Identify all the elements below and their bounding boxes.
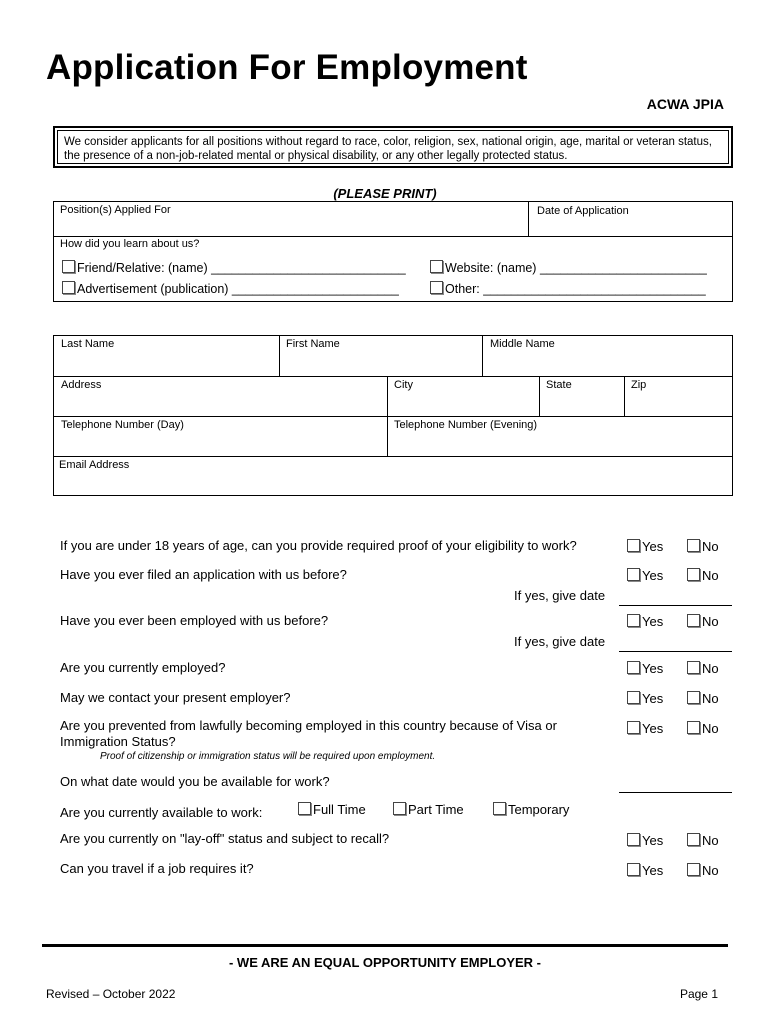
checkbox[interactable] bbox=[627, 614, 640, 627]
email-field[interactable]: Email Address bbox=[59, 459, 130, 471]
yes-option[interactable] bbox=[627, 539, 663, 554]
question-under-18: If you are under 18 years of age, can you provide required proof of your eligibility to work? bbox=[60, 538, 577, 553]
no-option[interactable] bbox=[687, 614, 719, 629]
yes-label: Yes bbox=[642, 568, 664, 583]
website-label: Website: (name) ________________________ bbox=[445, 261, 707, 275]
checkbox[interactable] bbox=[430, 281, 443, 294]
yes-label: Yes bbox=[642, 539, 664, 554]
no-option[interactable] bbox=[687, 539, 719, 554]
if-yes-date-label: If yes, give date bbox=[514, 634, 606, 649]
divider bbox=[528, 202, 529, 236]
yes-option[interactable] bbox=[627, 863, 663, 878]
phone-evening-field[interactable]: Telephone Number (Evening) bbox=[394, 419, 538, 431]
yes-option[interactable] bbox=[627, 614, 663, 629]
question-currently-employed: Are you currently employed? bbox=[60, 660, 226, 675]
last-name-field[interactable]: Last Name bbox=[61, 338, 115, 350]
website-option[interactable] bbox=[430, 260, 707, 275]
no-option[interactable] bbox=[687, 691, 719, 706]
checkbox[interactable] bbox=[393, 802, 406, 815]
yes-label: Yes bbox=[642, 614, 664, 629]
divider bbox=[279, 336, 280, 376]
part-time-option[interactable] bbox=[393, 802, 464, 817]
yes-option[interactable] bbox=[627, 691, 663, 706]
checkbox[interactable] bbox=[687, 539, 700, 552]
yes-label: Yes bbox=[642, 691, 664, 706]
question-available-date: On what date would you be available for work? bbox=[60, 774, 330, 789]
no-label: No bbox=[702, 691, 719, 706]
date-line[interactable] bbox=[619, 651, 732, 652]
yes-label: Yes bbox=[642, 721, 664, 736]
divider bbox=[54, 416, 732, 417]
no-label: No bbox=[702, 614, 719, 629]
no-label: No bbox=[702, 539, 719, 554]
checkbox[interactable] bbox=[627, 833, 640, 846]
divider bbox=[624, 376, 625, 416]
question-layoff: Are you currently on "lay-off" status and subject to recall? bbox=[60, 831, 390, 846]
yes-label: Yes bbox=[642, 661, 664, 676]
no-option[interactable] bbox=[687, 568, 719, 583]
checkbox[interactable] bbox=[687, 661, 700, 674]
checkbox[interactable] bbox=[627, 539, 640, 552]
date-of-application-label: Date of Application bbox=[537, 205, 629, 217]
no-option[interactable] bbox=[687, 863, 719, 878]
checkbox[interactable] bbox=[627, 721, 640, 734]
part-time-label: Part Time bbox=[408, 802, 464, 817]
no-label: No bbox=[702, 568, 719, 583]
question-travel: Can you travel if a job requires it? bbox=[60, 861, 254, 876]
personal-info-section bbox=[53, 335, 733, 496]
checkbox[interactable] bbox=[687, 614, 700, 627]
friend-relative-option[interactable] bbox=[62, 260, 406, 275]
divider bbox=[482, 336, 483, 376]
no-option[interactable] bbox=[687, 661, 719, 676]
notice-text: We consider applicants for all positions without regard to race, color, religion, sex, national origin, age, marital or veteran status, the presence of a non-job-related mental or physical disability, or any other legally protected status. bbox=[57, 130, 729, 164]
city-field[interactable]: City bbox=[394, 379, 413, 391]
question-filed-before: Have you ever filed an application with us before? bbox=[60, 567, 347, 582]
temporary-option[interactable] bbox=[493, 802, 569, 817]
equal-opportunity-notice bbox=[53, 126, 733, 168]
equal-opportunity-footer: - WE ARE AN EQUAL OPPORTUNITY EMPLOYER - bbox=[228, 955, 542, 970]
middle-name-field[interactable]: Middle Name bbox=[490, 338, 555, 350]
yes-label: Yes bbox=[642, 863, 664, 878]
checkbox[interactable] bbox=[627, 661, 640, 674]
no-option[interactable] bbox=[687, 833, 719, 848]
divider bbox=[54, 236, 732, 237]
question-contact-employer: May we contact your present employer? bbox=[60, 690, 291, 705]
organization-name: ACWA JPIA bbox=[646, 96, 724, 112]
positions-applied-label: Position(s) Applied For bbox=[60, 204, 171, 216]
visa-note: Proof of citizenship or immigration status will be required upon employment. bbox=[100, 751, 436, 762]
no-label: No bbox=[702, 721, 719, 736]
yes-option[interactable] bbox=[627, 721, 663, 736]
question-employed-before: Have you ever been employed with us before? bbox=[60, 613, 329, 628]
page-title: Application For Employment bbox=[46, 48, 528, 87]
friend-relative-label: Friend/Relative: (name) ____________________________ bbox=[77, 261, 406, 275]
divider bbox=[54, 456, 732, 457]
divider bbox=[54, 376, 732, 377]
checkbox[interactable] bbox=[627, 691, 640, 704]
no-label: No bbox=[702, 661, 719, 676]
checkbox[interactable] bbox=[62, 260, 75, 273]
checkbox[interactable] bbox=[687, 568, 700, 581]
how-learned-label: How did you learn about us? bbox=[60, 238, 200, 250]
checkbox[interactable] bbox=[493, 802, 506, 815]
no-option[interactable] bbox=[687, 721, 719, 736]
full-time-option[interactable] bbox=[298, 802, 366, 817]
full-time-label: Full Time bbox=[313, 802, 366, 817]
advertisement-label: Advertisement (publication) ________________________ bbox=[77, 282, 399, 296]
please-print-label: (PLEASE PRINT) bbox=[333, 186, 437, 201]
advertisement-option[interactable] bbox=[62, 281, 399, 296]
available-date-line[interactable] bbox=[619, 792, 732, 793]
yes-label: Yes bbox=[642, 833, 664, 848]
first-name-field[interactable]: First Name bbox=[286, 338, 340, 350]
no-label: No bbox=[702, 833, 719, 848]
checkbox[interactable] bbox=[298, 802, 311, 815]
temporary-label: Temporary bbox=[508, 802, 570, 817]
question-visa-line2: Immigration Status? bbox=[60, 734, 176, 749]
address-field[interactable]: Address bbox=[61, 379, 102, 391]
yes-option[interactable] bbox=[627, 833, 663, 848]
page-number: Page 1 bbox=[679, 987, 718, 1001]
if-yes-date-label: If yes, give date bbox=[514, 588, 606, 603]
date-line[interactable] bbox=[619, 605, 732, 606]
question-available-type: Are you currently available to work: bbox=[60, 805, 263, 820]
position-section bbox=[53, 201, 733, 302]
checkbox[interactable] bbox=[687, 721, 700, 734]
checkbox[interactable] bbox=[687, 833, 700, 846]
yes-option[interactable] bbox=[627, 568, 663, 583]
no-label: No bbox=[702, 863, 719, 878]
state-field[interactable]: State bbox=[546, 379, 572, 391]
checkbox[interactable] bbox=[62, 281, 75, 294]
yes-option[interactable] bbox=[627, 661, 663, 676]
checkbox[interactable] bbox=[687, 691, 700, 704]
divider bbox=[539, 376, 540, 416]
checkbox[interactable] bbox=[687, 863, 700, 876]
question-visa-line1: Are you prevented from lawfully becoming employed in this country because of Visa or bbox=[60, 718, 557, 733]
revision-date: Revised – October 2022 bbox=[46, 987, 176, 1001]
zip-field[interactable]: Zip bbox=[631, 379, 647, 391]
checkbox[interactable] bbox=[627, 863, 640, 876]
checkbox[interactable] bbox=[627, 568, 640, 581]
other-option[interactable] bbox=[430, 281, 706, 296]
phone-day-field[interactable]: Telephone Number (Day) bbox=[61, 419, 184, 431]
footer-rule bbox=[42, 944, 728, 947]
checkbox[interactable] bbox=[430, 260, 443, 273]
other-label: Other: ________________________________ bbox=[445, 282, 706, 296]
